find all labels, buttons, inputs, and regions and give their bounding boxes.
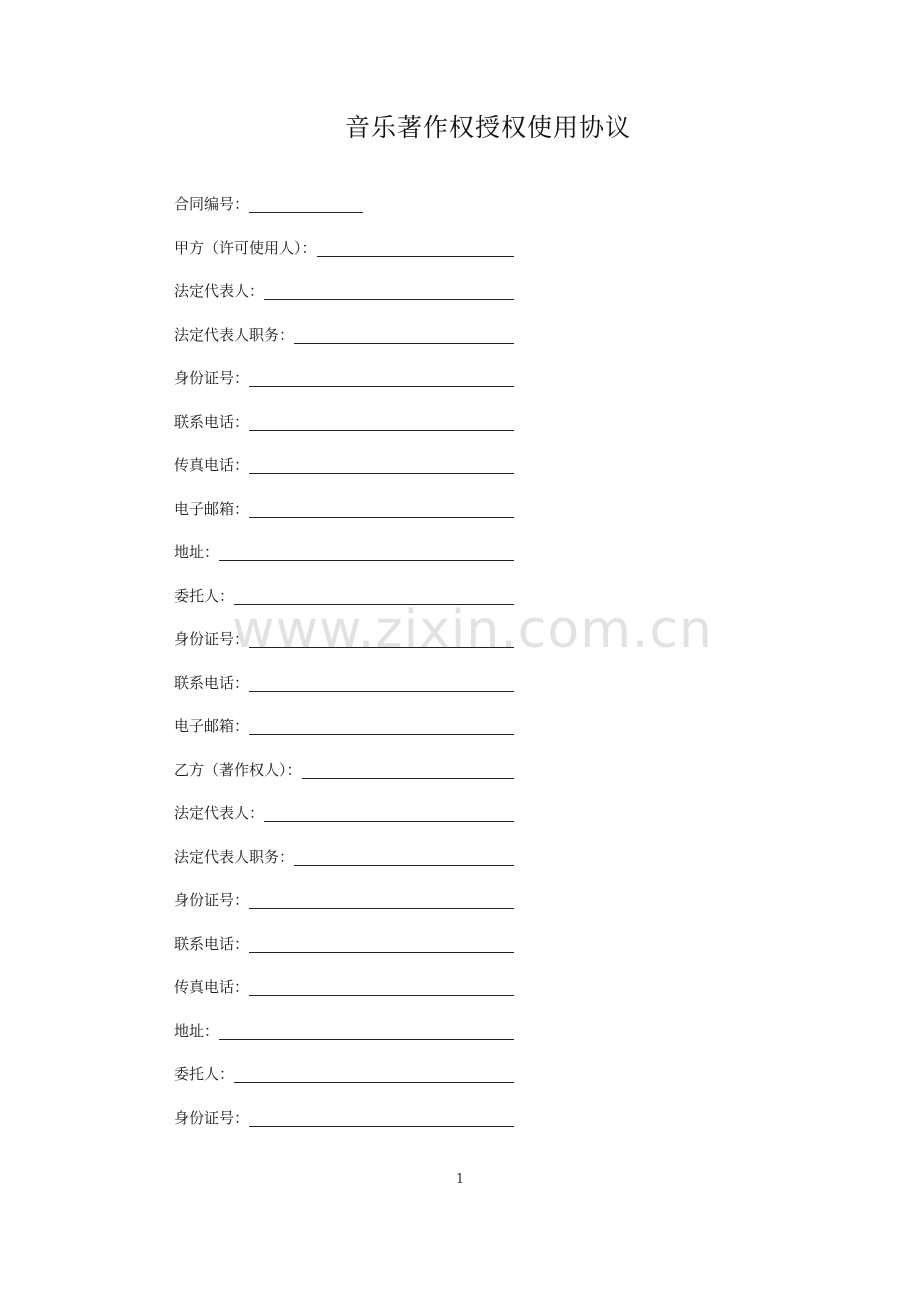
blank-line[interactable] <box>249 934 514 953</box>
field-party-a-phone <box>174 390 514 434</box>
contract-fields <box>174 192 514 1130</box>
field-party-a-legal-rep <box>174 260 514 304</box>
blank-line[interactable] <box>249 977 514 996</box>
field-label: 身份证号： <box>174 630 250 648</box>
field-label: 传真电话： <box>174 978 250 996</box>
blank-line[interactable] <box>249 412 514 431</box>
blank-line[interactable] <box>219 1021 514 1040</box>
field-party-b-agent-id-number <box>174 1086 514 1130</box>
blank-line[interactable] <box>234 586 514 605</box>
field-party-b-agent <box>174 1043 514 1087</box>
field-label: 甲方（许可使用人）： <box>174 238 317 257</box>
blank-line[interactable] <box>219 542 514 561</box>
field-label: 地址： <box>174 543 220 561</box>
field-label: 联系电话： <box>174 934 250 953</box>
blank-line[interactable] <box>294 847 514 866</box>
field-party-b-address <box>174 999 514 1043</box>
blank-line[interactable] <box>249 673 514 692</box>
field-label: 身份证号： <box>174 369 250 387</box>
blank-line[interactable] <box>264 281 514 300</box>
blank-line[interactable] <box>302 760 514 779</box>
blank-line[interactable] <box>249 716 514 735</box>
field-party-a-id-number <box>174 347 514 391</box>
field-party-a-agent-email <box>174 695 514 739</box>
field-label: 委托人： <box>174 1065 235 1083</box>
blank-line[interactable] <box>249 499 514 518</box>
blank-line[interactable] <box>249 890 514 909</box>
field-party-a-address <box>174 521 514 565</box>
blank-line[interactable] <box>249 455 514 474</box>
blank-line[interactable] <box>249 1108 514 1127</box>
field-party-a-email <box>174 477 514 521</box>
field-party-b-phone <box>174 912 514 956</box>
field-label: 身份证号： <box>174 1108 250 1127</box>
field-label: 法定代表人： <box>174 282 265 300</box>
field-label: 地址： <box>174 1021 220 1040</box>
field-label: 身份证号： <box>174 891 250 909</box>
field-party-a-agent <box>174 564 514 608</box>
field-label: 传真电话： <box>174 456 250 474</box>
page-number: 1 <box>455 1172 465 1187</box>
field-contract-number <box>174 192 514 216</box>
field-party-a <box>174 216 514 260</box>
field-party-a-fax <box>174 434 514 478</box>
field-party-b-fax <box>174 956 514 1000</box>
field-label: 委托人： <box>174 586 235 605</box>
blank-line[interactable] <box>249 629 514 648</box>
watermark: www.zixin.com.cn <box>232 600 713 660</box>
blank-line[interactable] <box>249 368 514 387</box>
blank-line[interactable] <box>249 194 363 213</box>
field-party-b-legal-rep-title <box>174 825 514 869</box>
field-label: 联系电话： <box>174 412 250 431</box>
blank-line[interactable] <box>264 803 514 822</box>
field-label: 合同编号： <box>174 195 250 213</box>
document-title: 音乐著作权授权使用协议 <box>344 113 631 142</box>
field-label: 法定代表人职务： <box>174 325 295 344</box>
field-party-b-id-number <box>174 869 514 913</box>
field-label: 法定代表人： <box>174 804 265 822</box>
field-label: 电子邮箱： <box>174 499 250 518</box>
field-party-a-agent-phone <box>174 651 514 695</box>
field-label: 乙方（著作权人）： <box>174 760 302 779</box>
blank-line[interactable] <box>317 238 514 257</box>
blank-line[interactable] <box>234 1064 514 1083</box>
blank-line[interactable] <box>294 325 514 344</box>
field-party-a-agent-id-number <box>174 608 514 652</box>
field-party-a-legal-rep-title <box>174 303 514 347</box>
field-label: 联系电话： <box>174 673 250 692</box>
field-label: 电子邮箱： <box>174 717 250 735</box>
field-party-b <box>174 738 514 782</box>
field-party-b-legal-rep <box>174 782 514 826</box>
field-label: 法定代表人职务： <box>174 847 295 866</box>
